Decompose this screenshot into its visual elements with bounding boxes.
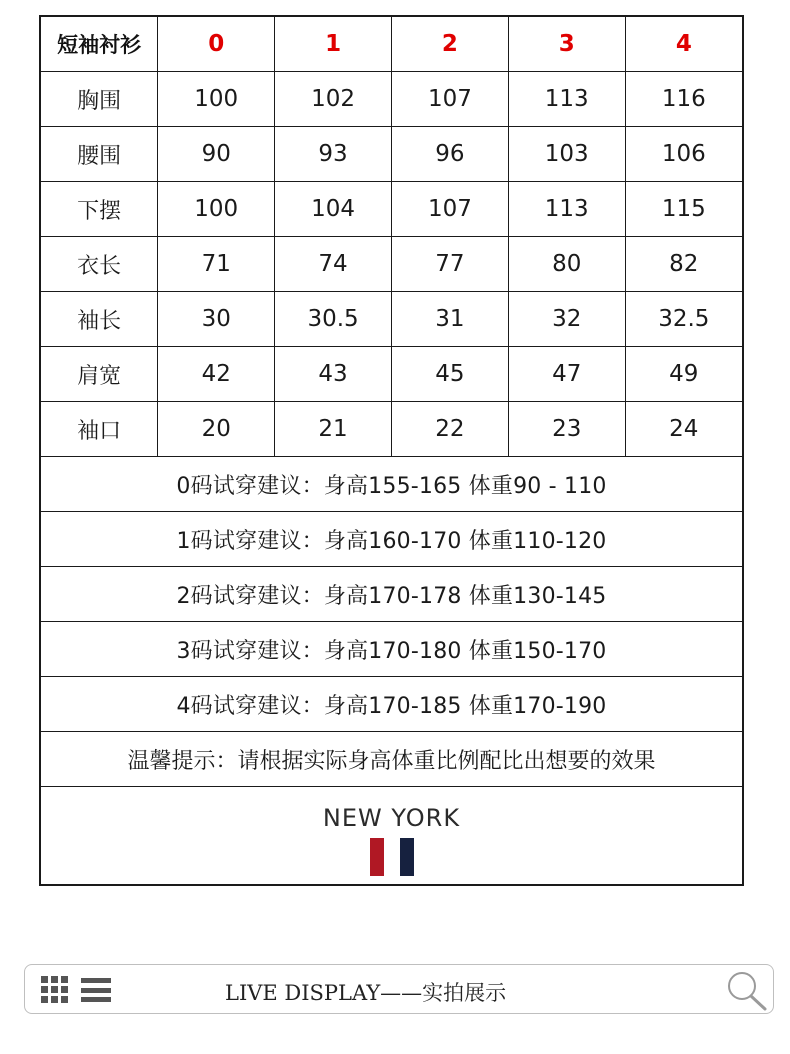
table-cell: 32: [508, 292, 625, 347]
table-cell: 104: [275, 182, 392, 237]
table-cell: 20: [158, 402, 275, 457]
table-cell: 96: [391, 127, 508, 182]
table-cell: 30.5: [275, 292, 392, 347]
table-cell: 80: [508, 237, 625, 292]
table-cell: 100: [158, 72, 275, 127]
recommendation-row: [41, 457, 742, 512]
size-recommendation: 1码试穿建议：身高160-170 体重110-120: [41, 512, 742, 567]
table-corner-label: 短袖衬衫: [41, 17, 158, 72]
brand-row: [41, 787, 742, 894]
navy-stripe: [400, 838, 414, 876]
size-recommendation: 4码试穿建议：身高170-185 体重170-190: [41, 677, 742, 732]
row-label: 胸围: [41, 72, 158, 127]
table-row: [41, 237, 742, 292]
table-cell: 32.5: [625, 292, 742, 347]
table-cell: 103: [508, 127, 625, 182]
table-cell: 24: [625, 402, 742, 457]
table-row: [41, 127, 742, 182]
table-cell: 90: [158, 127, 275, 182]
size-recommendation: 3码试穿建议：身高170-180 体重150-170: [41, 622, 742, 677]
size-chart: [39, 15, 744, 886]
recommendation-row: [41, 622, 742, 677]
table-cell: 43: [275, 347, 392, 402]
list-view-icon[interactable]: [81, 978, 111, 1002]
table-cell: 23: [508, 402, 625, 457]
table-cell: 42: [158, 347, 275, 402]
row-label: 下摆: [41, 182, 158, 237]
table-cell: 30: [158, 292, 275, 347]
table-cell: 113: [508, 182, 625, 237]
table-cell: 100: [158, 182, 275, 237]
recommendation-row: [41, 567, 742, 622]
table-row: [41, 72, 742, 127]
table-cell: 49: [625, 347, 742, 402]
size-header: 3: [508, 17, 625, 72]
table-row: [41, 347, 742, 402]
header-row: [41, 17, 742, 72]
brand-logo: [41, 804, 742, 876]
red-stripe: [370, 838, 384, 876]
brand-stripes: [370, 838, 414, 876]
row-label: 肩宽: [41, 347, 158, 402]
table-row: [41, 182, 742, 237]
size-header: 4: [625, 17, 742, 72]
table-cell: 77: [391, 237, 508, 292]
row-label: 袖口: [41, 402, 158, 457]
size-header: 2: [391, 17, 508, 72]
size-header: 0: [158, 17, 275, 72]
size-recommendation: 2码试穿建议：身高170-178 体重130-145: [41, 567, 742, 622]
size-header: 1: [275, 17, 392, 72]
live-display-title: LIVE DISPLAY——实拍展示: [225, 981, 507, 1005]
recommendation-row: [41, 512, 742, 567]
table-cell: 102: [275, 72, 392, 127]
row-label: 衣长: [41, 237, 158, 292]
table-row: [41, 292, 742, 347]
size-recommendation: 0码试穿建议：身高155-165 体重90 - 110: [41, 457, 742, 512]
table-cell: 21: [275, 402, 392, 457]
fit-tip: 温馨提示：请根据实际身高体重比例配比出想要的效果: [41, 732, 742, 787]
table-cell: 107: [391, 182, 508, 237]
tip-row: [41, 732, 742, 787]
row-label: 袖长: [41, 292, 158, 347]
grid-view-icon[interactable]: [41, 976, 69, 1002]
table-row: [41, 402, 742, 457]
brand-name: NEW YORK: [322, 804, 461, 832]
table-cell: 31: [391, 292, 508, 347]
size-table: [41, 17, 742, 893]
table-cell: 93: [275, 127, 392, 182]
table-cell: 115: [625, 182, 742, 237]
table-cell: 113: [508, 72, 625, 127]
table-cell: 116: [625, 72, 742, 127]
table-cell: 82: [625, 237, 742, 292]
search-icon[interactable]: [723, 968, 769, 1012]
brand-cell: [41, 787, 742, 894]
table-cell: 71: [158, 237, 275, 292]
bottom-toolbar: [24, 964, 774, 1014]
table-cell: 22: [391, 402, 508, 457]
table-cell: 45: [391, 347, 508, 402]
table-cell: 107: [391, 72, 508, 127]
table-cell: 74: [275, 237, 392, 292]
row-label: 腰围: [41, 127, 158, 182]
recommendation-row: [41, 677, 742, 732]
table-cell: 106: [625, 127, 742, 182]
table-cell: 47: [508, 347, 625, 402]
